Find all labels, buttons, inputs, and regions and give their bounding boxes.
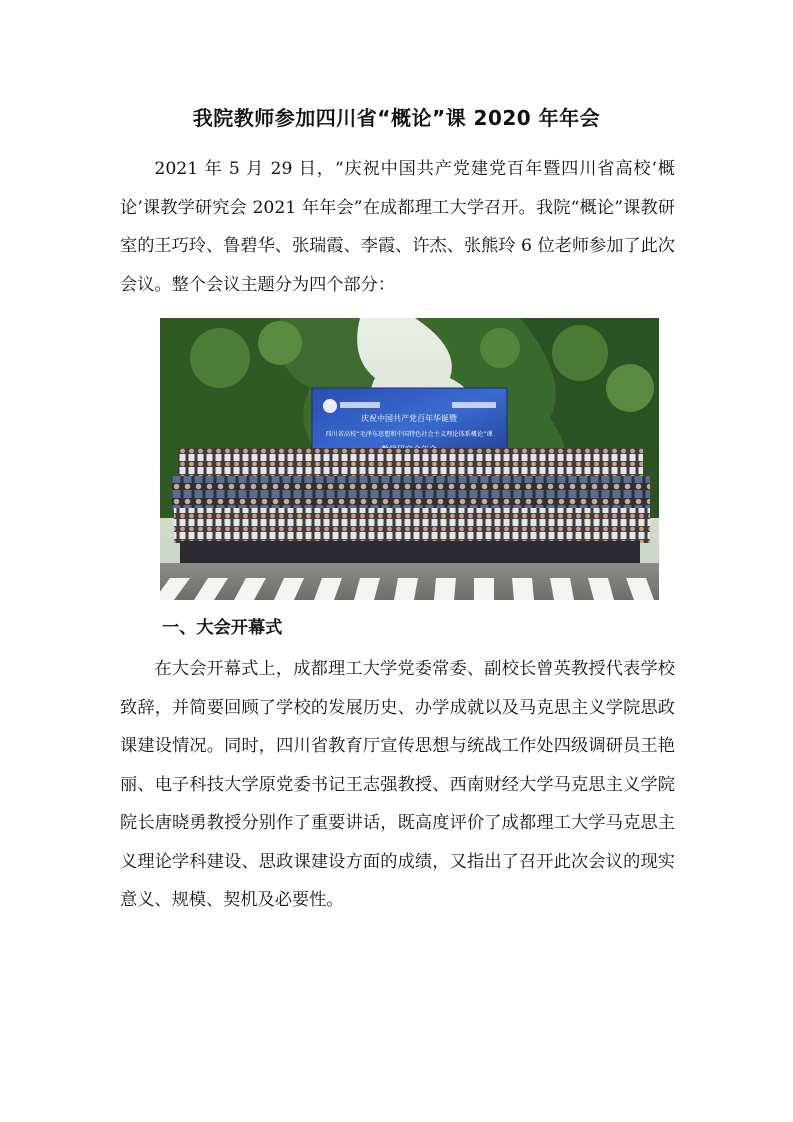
group-photo — [160, 318, 659, 600]
section-heading: 一、大会开幕式 — [162, 618, 283, 638]
section-paragraph: 在大会开幕式上，成都理工大学党委常委、副校长曾英教授代表学校致辞，并简要回顾了学校的发展历史、办学成就以及马克思主义学院思政课建设情况。同时，四川省教育厅宣传思想与统战工作处四级调研员王艳丽、电子科技大学原党委书记王志强教授、西南财经大学马克思主义学院院长唐晓勇教授分别作了重要讲话，既高度评价了成都理工大学马克思主义理论学科建设、思政课建设方面的成绩，又指出了召开此次会议的现实意义、规模、契机及必要性。 — [120, 659, 675, 910]
intro-paragraph: 2021 年 5 月 29 日，“庆祝中国共产党建党百年暨四川省高校‘概论’课教学研究会 2021 年年会”在成都理工大学召开。我院“概论”课教研室的王巧玲、鲁碧华、张瑞霞、李霞、许杰、张熊玲 6 位老师参加了此次会议。整个会议主题分为四个部分： — [120, 159, 675, 295]
banner-line-2: 四川省高校“毛泽东思想和中国特色社会主义理论体系概论”课 — [325, 431, 493, 438]
crowd — [172, 448, 650, 563]
banner-line-1: 庆祝中国共产党百年华诞暨 — [361, 414, 457, 423]
page-title: 我院教师参加四川省“概论”课 2020 年年会 — [192, 106, 601, 130]
